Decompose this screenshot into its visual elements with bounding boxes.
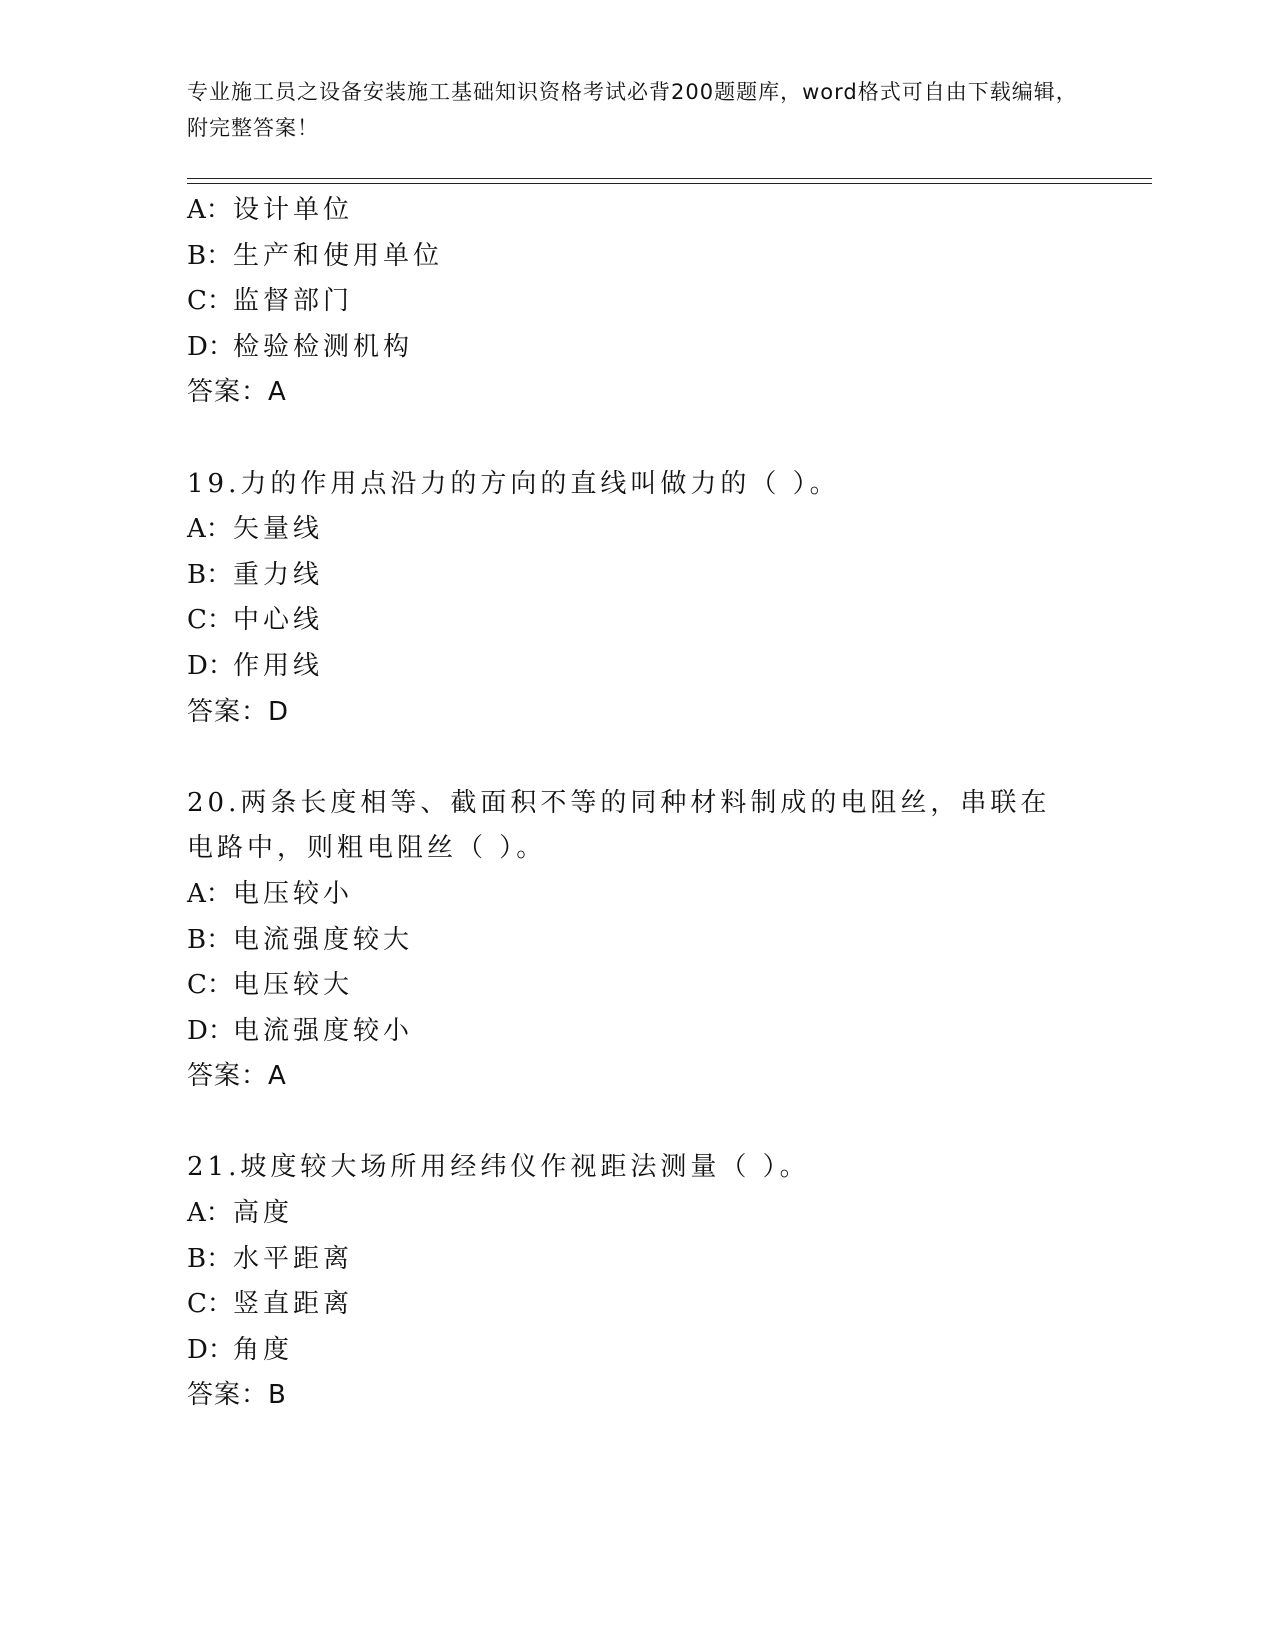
- option-letter: A：: [187, 195, 232, 225]
- option-letter: C：: [187, 286, 233, 317]
- question-stem: 20.两条长度相等、截面积不等的同种材料制成的电阻丝，串联在电路中，则粗电阻丝（ ）。: [187, 787, 1051, 864]
- option-text: 电压较大: [233, 970, 354, 1001]
- option-b: [187, 553, 1087, 599]
- option-b: [187, 918, 1087, 964]
- option-letter: D：: [187, 1015, 234, 1046]
- option-letter: D：: [187, 650, 234, 681]
- option-text: 角度: [233, 1334, 294, 1365]
- question-content: [187, 188, 1087, 1419]
- question-block-18: [187, 188, 1087, 416]
- option-c: [187, 279, 1087, 325]
- option-d: [187, 1328, 1087, 1374]
- option-letter: B：: [187, 924, 233, 955]
- option-text: 重力线: [233, 559, 324, 590]
- option-text: 水平距离: [233, 1243, 354, 1274]
- option-text: 生产和使用单位: [233, 240, 444, 271]
- option-text: 检验检测机构: [233, 331, 414, 362]
- option-d: [187, 1009, 1087, 1055]
- option-c: [187, 1282, 1087, 1328]
- option-text: 电流强度较大: [233, 924, 414, 955]
- option-text: 电流强度较小: [233, 1015, 414, 1046]
- option-letter: D：: [187, 331, 234, 362]
- spacer: [187, 735, 1087, 781]
- option-text: 高度: [233, 1198, 294, 1229]
- option-letter: B：: [187, 240, 233, 271]
- option-letter: A：: [187, 1198, 232, 1229]
- option-text: 设计单位: [233, 195, 354, 225]
- option-d: [187, 325, 1087, 371]
- option-letter: D：: [187, 1334, 234, 1365]
- option-b: [187, 1237, 1087, 1283]
- option-a: [187, 507, 1087, 553]
- option-letter: C：: [187, 970, 233, 1001]
- option-c: [187, 963, 1087, 1009]
- option-c: [187, 598, 1087, 644]
- option-letter: C：: [187, 1289, 233, 1320]
- question-block-20: [187, 781, 1087, 1100]
- question-stem: 19.力的作用点沿力的方向的直线叫做力的（ ）。: [187, 468, 840, 499]
- spacer: [187, 1100, 1087, 1146]
- answer-line: 答案：A: [187, 1061, 287, 1092]
- option-letter: A：: [187, 878, 232, 909]
- option-text: 中心线: [233, 605, 324, 636]
- option-letter: B：: [187, 559, 233, 590]
- option-text: 竖直距离: [233, 1289, 354, 1320]
- option-letter: A：: [187, 514, 232, 545]
- spacer: [187, 416, 1087, 462]
- option-a: [187, 188, 1087, 234]
- option-b: [187, 234, 1087, 280]
- option-a: [187, 872, 1087, 918]
- option-text: 作用线: [233, 650, 324, 681]
- question-stem: 21.坡度较大场所用经纬仪作视距法测量（ ）。: [187, 1152, 810, 1183]
- header-divider-bottom: [187, 183, 1152, 184]
- document-header: 专业施工员之设备安装施工基础知识资格考试必背200题题库，word格式可自由下载编辑，附完整答案！: [187, 80, 1078, 140]
- option-d: [187, 644, 1087, 690]
- answer-line: 答案：A: [187, 377, 287, 408]
- question-block-19: [187, 462, 1087, 736]
- option-text: 监督部门: [233, 286, 354, 317]
- option-a: [187, 1191, 1087, 1237]
- option-text: 电压较小: [233, 878, 354, 909]
- option-text: 矢量线: [233, 514, 324, 545]
- answer-line: 答案：D: [187, 696, 290, 727]
- answer-line: 答案：B: [187, 1380, 287, 1411]
- header-divider-top: [187, 178, 1152, 179]
- option-letter: C：: [187, 605, 233, 636]
- option-letter: B：: [187, 1243, 233, 1274]
- question-block-21: [187, 1145, 1087, 1419]
